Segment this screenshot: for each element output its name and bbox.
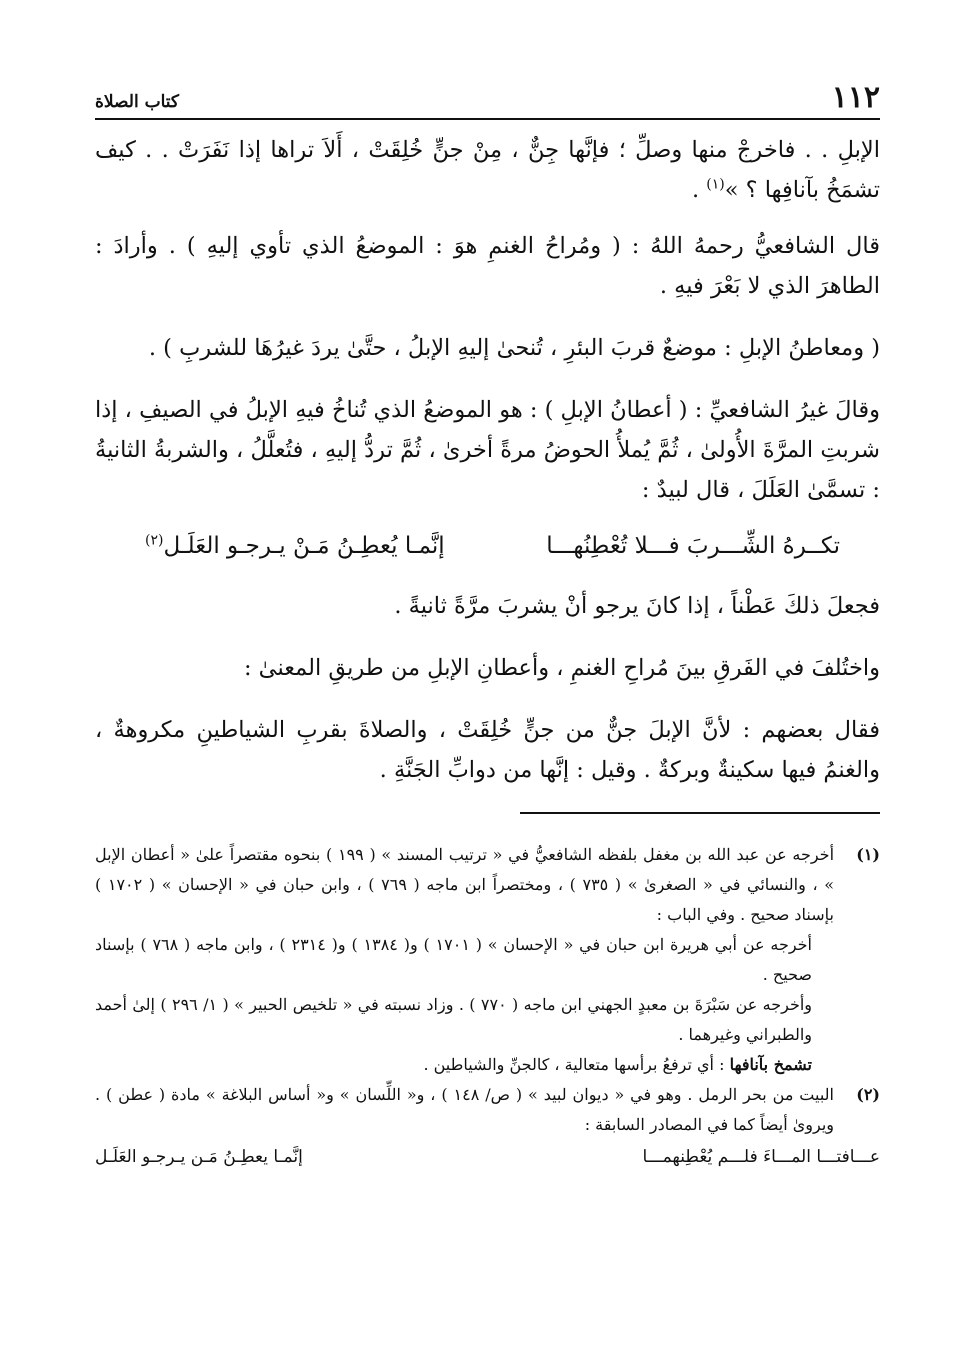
verse-second-text: إنَّمـا يُعطِـنُ مَـنْ يـرجـو العَلَـل <box>163 533 445 559</box>
gloss-text: : أي ترفعُ برأسها متعالية ، كالجنِّ والشياطين . <box>423 1055 730 1074</box>
paragraph-difference: واختُلفَ في الفَرقِ بينَ مُراحِ الغنمِ ، وأعطانِ الإبلِ من طريقِ المعنىٰ : <box>243 655 880 681</box>
verse-first-hemistich: تكــرهُ الشِّـــربَ فـــلا تُعْطِنُهـــا <box>546 533 840 559</box>
paragraph-text: الإبلِ . . فاخرجْ منها وصلِّ ؛ فإنَّها جِنٌّ ، مِنْ جنٍّ خُلِقَتْ ، أَلاَ تراها إذا نَفَرَتْ . . كيف تشمَخُ بآنافِها ؟ » <box>95 137 880 203</box>
paragraph-some-said: فقال بعضهم : لأنَّ الإبلَ جنٌّ من جنٍّ خُلِقَتْ ، والصلاةَ بقربِ الشياطينِ مكروهةٌ ، والغنمُ فيها سكينةٌ وبركةٌ . وقيل : إنَّها من دوابِّ الجَنَّةِ . <box>95 717 880 783</box>
footnote-1 <box>95 840 880 1080</box>
main-text <box>95 130 880 790</box>
footnote-line: أخرجه عن عبد الله بن مغفل بلفظه الشافعيُّ في « ترتيب المسند » ( ١٩٩ ) بنحوه مقتصراً علىٰ « أعطان الإبل » ، والنسائي في « الصغرىٰ » ( ٧٣٥ ) ، ومختصراً ابن ماجه ( ٧٦٩ ) ، وابن حبان في « الإحسان » ( ١٧٠٢ ) بإسناد صحيح . وفي الباب : <box>95 845 835 924</box>
footnote-ref-2[interactable]: (٢) <box>145 532 164 549</box>
footnote-gloss <box>95 1050 834 1080</box>
footnote-line: وأخرجه عن سَبْرَةَ بن معبدٍ الجهني ابن ماجه ( ٧٧٠ ) . وزاد نسبته في « تلخيص الحبير » ( ١/ ٢٩٦ ) إلىٰ أحمد والطبراني وغيرهما . <box>95 995 813 1044</box>
page-number: ١١٢ <box>831 80 880 115</box>
footnote-body <box>95 840 834 1080</box>
footnote-line: البيت من بحر الرمل . وهو في « ديوان لبيد » ( ص/ ١٤٨ ) ، و« اللِّسان » و« أساس البلاغة » مادة ( عطن ) . ويروىٰ أيضاً كما في المصادر السابقة : <box>95 1085 834 1134</box>
paragraph-end: . <box>691 177 707 203</box>
paragraph-hadith-end <box>95 130 880 210</box>
footnote-number: (١) <box>856 845 880 864</box>
book-page <box>95 78 880 1318</box>
verse-second-hemistich <box>145 526 445 566</box>
footnotes <box>95 840 880 1172</box>
footnote-verse-second: إنَّمـا يعطِـنُ مَـن يـرجـو العَلَـل <box>95 1147 303 1167</box>
footnote-verse-first: عـــافتـــا المـــاءَ فلـــم يُعْطِنهمـــا <box>642 1147 880 1167</box>
paragraph-shafii-murah: قال الشافعيُّ رحمهُ اللهُ : ( ومُراحُ الغنمِ هوَ : الموضعُ الذي تأوي إليهِ ) . وأرادَ : الطاهرَ الذي لا بَعْرَ فيهِ . <box>95 233 880 299</box>
footnote-line: أخرجه عن أبي هريرة ابن حبان في « الإحسان » ( ١٧٠١ ) و( ١٣٨٤ ) و( ٢٣١٤ ) ، وابن ماجه ( ٧٦٨ ) بإسناد صحيح . <box>95 935 812 984</box>
book-title: كتاب الصلاة <box>95 92 180 112</box>
gloss-term: تشمخ بآنافها <box>729 1055 812 1074</box>
footnote-ref-1[interactable]: (١) <box>706 176 725 193</box>
footnote-body <box>95 1080 834 1140</box>
footnote-number: (٢) <box>856 1085 880 1104</box>
running-header <box>95 78 880 120</box>
paragraph-aatan: وقالَ غيرُ الشافعيِّ : ( أعطانُ الإبلِ ) : هو الموضعُ الذي تُناخُ فيهِ الإبلُ في الصيفِ ، إذا شربتِ المرَّةَ الأُولىٰ ، ثُمَّ يُملأُ الحوضُ مرةً أخرىٰ ، ثُمَّ تردُّ إليهِ ، فتُعلَّلُ ، والشربةُ الثانيةُ : تسمَّىٰ العَلَلَ ، قال لبيدٌ : <box>95 397 880 503</box>
poetry-verse <box>95 526 840 566</box>
footnote-separator <box>520 812 880 814</box>
footnote-2 <box>95 1080 880 1140</box>
paragraph-atn-meaning: فجعلَ ذلكَ عَطْناً ، إذا كانَ يرجو أنْ يشربَ مرَّةً ثانيةً . <box>394 593 880 619</box>
paragraph-maatin: ( ومعاطنُ الإبلِ : موضعٌ قربَ البئرِ ، تُنحىٰ إليهِ الإبلُ ، حتَّىٰ يردَ غيرُهَا للشربِ ) . <box>148 335 880 361</box>
footnote-verse <box>95 1142 880 1172</box>
